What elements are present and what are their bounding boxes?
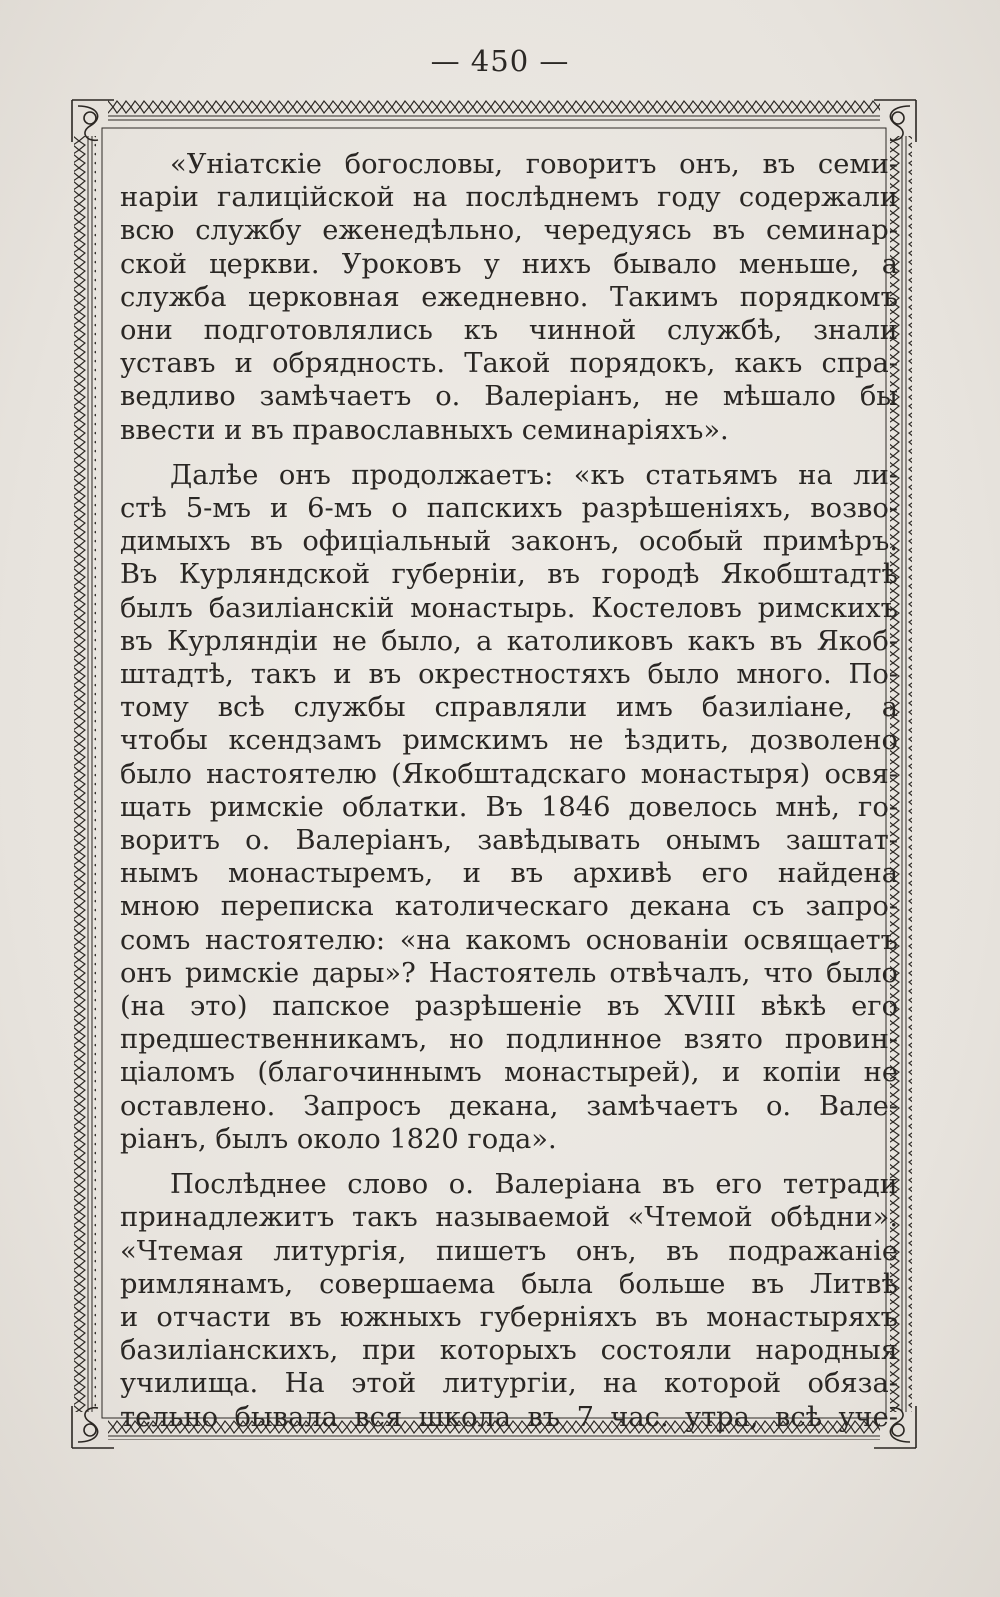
paragraph-2 bbox=[120, 459, 898, 1156]
text-line: штадтѣ, такъ и въ окрестностяхъ было много. По- bbox=[120, 659, 898, 691]
text-line: «Чтемая литургія, пишетъ онъ, въ подражаніе bbox=[120, 1235, 898, 1267]
text-line: Далѣе онъ продолжаетъ: «къ статьямъ на ли- bbox=[170, 459, 898, 491]
text-line: ской церкви. Уроковъ у нихъ бывало меньше, а bbox=[120, 248, 898, 280]
text-line: ціаломъ (благочиннымъ монастырей), и копіи не bbox=[120, 1057, 898, 1089]
text-line: служба церковная ежедневно. Такимъ порядкомъ bbox=[120, 281, 898, 313]
text-line: ведливо замѣчаетъ о. Валеріанъ, не мѣшало бы bbox=[120, 381, 898, 413]
text-line: и отчасти въ южныхъ губерніяхъ въ монастыряхъ bbox=[120, 1301, 898, 1333]
text-line: уставъ и обрядность. Такой порядокъ, какъ спра- bbox=[120, 348, 898, 380]
text-line: ввести и въ православныхъ семинаріяхъ». bbox=[120, 414, 729, 446]
text-line: Въ Курляндской губерніи, въ городѣ Якобштадтѣ bbox=[120, 559, 898, 591]
paragraph-3 bbox=[120, 1168, 898, 1434]
body-text bbox=[120, 148, 898, 1434]
text-line: тому всѣ службы справляли имъ базиліане, а bbox=[120, 692, 898, 724]
text-line: воритъ о. Валеріанъ, завѣдывать онымъ заштат- bbox=[120, 825, 898, 857]
text-line: «Уніатскіе богословы, говоритъ онъ, въ семи- bbox=[170, 149, 898, 180]
text-line: димыхъ въ офиціальный законъ, особый примѣръ. bbox=[120, 526, 898, 558]
text-line: щать римскіе облатки. Въ 1846 довелось мнѣ, го- bbox=[120, 791, 898, 823]
text-line: (на это) папское разрѣшеніе въ XVIII вѣкѣ его bbox=[120, 991, 898, 1023]
text-line: ріанъ, былъ около 1820 года». bbox=[120, 1123, 557, 1155]
text-line: было настоятелю (Якобштадскаго монастыря) освя- bbox=[120, 758, 898, 790]
text-line: они подготовлялись къ чинной службѣ, знали bbox=[120, 315, 898, 347]
text-line: принадлежитъ такъ называемой «Чтемой обѣдни». bbox=[120, 1202, 898, 1234]
page-number: — 450 — bbox=[430, 44, 570, 78]
text-line: стѣ 5-мъ и 6-мъ о папскихъ разрѣшеніяхъ, возво- bbox=[120, 493, 898, 525]
text-line: училища. На этой литургіи, на которой обяза- bbox=[120, 1368, 898, 1400]
text-line: чтобы ксендзамъ римскимъ не ѣздить, дозволено bbox=[120, 725, 898, 757]
text-line: тельно бывала вся школа въ 7 час. утра, всѣ уче- bbox=[120, 1401, 898, 1433]
text-line: предшественникамъ, но подлинное взято провин- bbox=[120, 1024, 898, 1056]
text-line: сомъ настоятелю: «на какомъ основаніи освящаетъ bbox=[120, 924, 898, 956]
text-line: мною переписка католическаго декана съ запро- bbox=[120, 891, 898, 923]
text-line: въ Курляндіи не было, а католиковъ какъ въ Якоб- bbox=[120, 625, 898, 657]
text-line: римлянамъ, совершаема была больше въ Литвѣ bbox=[120, 1268, 898, 1300]
text-line: Послѣднее слово о. Валеріана въ его тетради bbox=[170, 1169, 898, 1201]
text-line: онъ римскіе дары»? Настоятель отвѣчалъ, что было bbox=[120, 957, 898, 989]
paragraph-1 bbox=[120, 148, 898, 447]
text-line: всю службу еженедѣльно, чередуясь въ семинар- bbox=[120, 215, 898, 247]
text-line: оставлено. Запросъ декана, замѣчаетъ о. Вале- bbox=[120, 1090, 898, 1122]
text-line: базиліанскихъ, при которыхъ состояли народныя bbox=[120, 1335, 898, 1367]
text-line: былъ базиліанскій монастырь. Костеловъ римскихъ bbox=[120, 592, 898, 624]
text-line: нымъ монастыремъ, и въ архивѣ его найдена bbox=[120, 858, 898, 890]
text-line: наріи галиційской на послѣднемъ году содержали bbox=[120, 182, 898, 214]
